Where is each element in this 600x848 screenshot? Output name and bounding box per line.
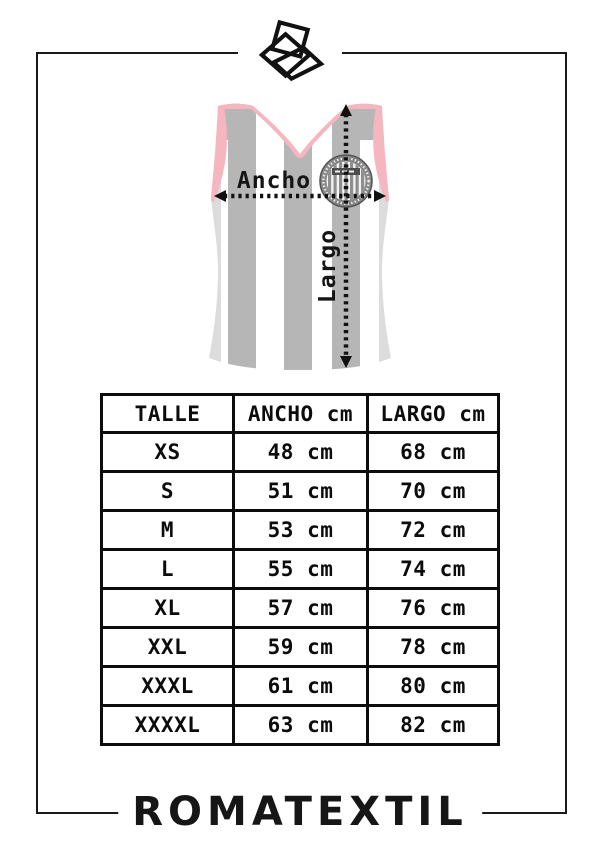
table-cell: 70 cm bbox=[368, 472, 499, 511]
brand-name: ROMATEXTIL bbox=[118, 789, 482, 835]
size-table-body bbox=[102, 433, 499, 745]
brand-logo bbox=[238, 13, 342, 91]
table-cell: M bbox=[102, 511, 234, 550]
table-cell: 55 cm bbox=[234, 550, 368, 589]
table-row bbox=[102, 511, 499, 550]
table-cell: 78 cm bbox=[368, 628, 499, 667]
table-row bbox=[102, 472, 499, 511]
table-header-row bbox=[102, 395, 499, 433]
table-cell: 72 cm bbox=[368, 511, 499, 550]
table-cell: XL bbox=[102, 589, 234, 628]
table-row bbox=[102, 589, 499, 628]
column-header-ancho: ANCHO cm bbox=[234, 395, 368, 433]
table-cell: 61 cm bbox=[234, 667, 368, 706]
table-row bbox=[102, 433, 499, 472]
table-cell: XXXXL bbox=[102, 706, 234, 745]
table-row bbox=[102, 667, 499, 706]
table-cell: S bbox=[102, 472, 234, 511]
table-cell: 76 cm bbox=[368, 589, 499, 628]
table-row bbox=[102, 706, 499, 745]
table-row bbox=[102, 550, 499, 589]
table-cell: 51 cm bbox=[234, 472, 368, 511]
width-label: Ancho bbox=[236, 168, 312, 194]
jersey-stripes bbox=[218, 96, 382, 372]
length-label: Largo bbox=[315, 228, 341, 304]
table-cell: XXL bbox=[102, 628, 234, 667]
size-chart-table bbox=[100, 393, 500, 746]
table-cell: 80 cm bbox=[368, 667, 499, 706]
table-row bbox=[102, 628, 499, 667]
table-cell: 59 cm bbox=[234, 628, 368, 667]
table-cell: L bbox=[102, 550, 234, 589]
table-cell: 82 cm bbox=[368, 706, 499, 745]
table-cell: XS bbox=[102, 433, 234, 472]
jersey-graphic bbox=[205, 96, 395, 372]
table-cell: 48 cm bbox=[234, 433, 368, 472]
column-header-talle: TALLE bbox=[102, 395, 234, 433]
interlocked-star-logo-icon bbox=[251, 15, 329, 89]
table-cell: 74 cm bbox=[368, 550, 499, 589]
table-cell: 63 cm bbox=[234, 706, 368, 745]
table-cell: XXXL bbox=[102, 667, 234, 706]
table-cell: 57 cm bbox=[234, 589, 368, 628]
column-header-largo: LARGO cm bbox=[368, 395, 499, 433]
table-cell: 53 cm bbox=[234, 511, 368, 550]
table-cell: 68 cm bbox=[368, 433, 499, 472]
